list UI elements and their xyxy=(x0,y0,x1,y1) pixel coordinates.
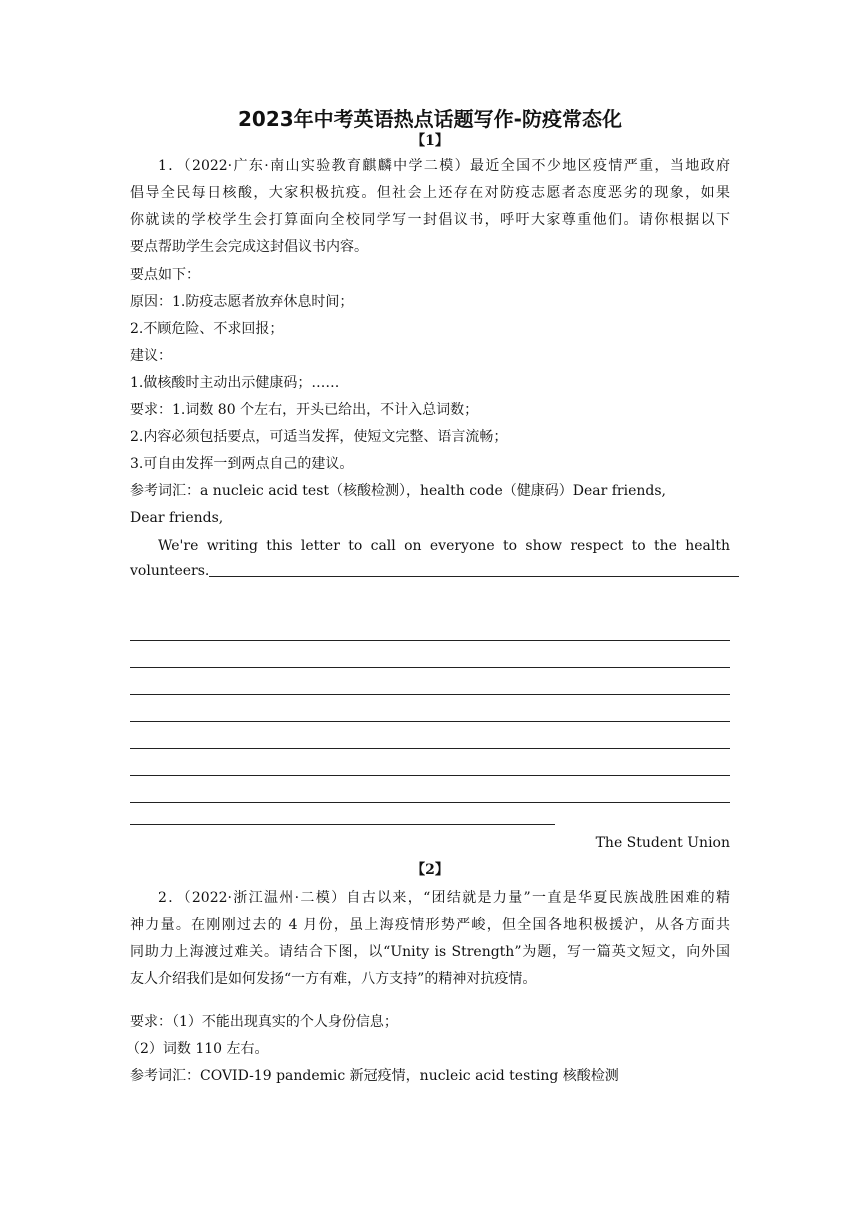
requirement-2-2: （2）词数 110 左右。 xyxy=(126,1041,269,1057)
answer-line[interactable] xyxy=(130,667,730,668)
requirement-1: 要求：1.词数 80 个左右，开头已给出，不计入总词数； xyxy=(130,402,479,418)
points-header: 要点如下： xyxy=(130,267,200,283)
reason-1: 原因：1.防疫志愿者放弃休息时间； xyxy=(130,294,354,310)
section-1-marker: 【1】 xyxy=(411,133,449,149)
document-title: 2023年中考英语热点话题写作-防疫常态化 xyxy=(238,107,622,131)
answer-blank-first[interactable] xyxy=(209,562,739,577)
suggestion-1: 1.做核酸时主动出示健康码；…… xyxy=(130,375,340,391)
letter-greeting: Dear friends, xyxy=(130,510,224,526)
answer-line[interactable] xyxy=(130,775,730,776)
vocabulary-1: 参考词汇：a nucleic acid test（核酸检测），health code（健康码）Dear friends, xyxy=(130,483,666,499)
requirement-2: 2.内容必须包括要点，可适当发挥，使短文完整、语言流畅； xyxy=(130,429,508,445)
letter-opening-continuation xyxy=(130,562,730,580)
answer-line[interactable] xyxy=(130,748,730,749)
prompt-1-line-1: 1．（2022·广东·南山实验教育麒麟中学二模）最近全国不少地区疫情严重，当地政府 xyxy=(158,158,730,174)
reason-2: 2.不顾危险、不求回报； xyxy=(130,321,284,337)
vocabulary-2: 参考词汇：COVID-19 pandemic 新冠疫情，nucleic acid testing 核酸检测 xyxy=(130,1068,619,1084)
suggestion-header: 建议： xyxy=(130,348,172,364)
answer-line[interactable] xyxy=(130,721,730,722)
section-2-marker: 【2】 xyxy=(411,862,449,878)
prompt-2-line-2: 神力量。在刚刚过去的 4 月份，虽上海疫情形势严峻，但全国各地积极援沪，从各方面共 xyxy=(130,917,730,933)
opening-continuation-text: volunteers. xyxy=(130,563,210,579)
requirement-2-1: 要求：（1）不能出现真实的个人身份信息； xyxy=(130,1014,398,1030)
letter-opening-line: We're writing this letter to call on everyone to show respect to the health xyxy=(158,538,730,554)
requirement-3: 3.可自由发挥一到两点自己的建议。 xyxy=(130,456,354,472)
prompt-2-line-3: 同助力上海渡过难关。请结合下图，以“Unity is Strength”为题，写一篇英文短文，向外国 xyxy=(130,944,730,960)
prompt-2-line-1: 2．（2022·浙江温州·二模）自古以来，“团结就是力量”一直是华夏民族战胜困难的精 xyxy=(158,890,730,906)
prompt-1-line-2: 倡导全民每日核酸，大家积极抗疫。但社会上还存在对防疫志愿者态度恶劣的现象，如果 xyxy=(130,185,730,201)
answer-line[interactable] xyxy=(130,640,730,641)
prompt-1-line-3: 你就读的学校学生会打算面向全校同学写一封倡议书，呼吁大家尊重他们。请你根据以下 xyxy=(130,212,730,228)
prompt-2-line-4: 友人介绍我们是如何发扬“一方有难，八方支持”的精神对抗疫情。 xyxy=(130,971,537,987)
answer-line[interactable] xyxy=(130,694,730,695)
answer-line-last[interactable] xyxy=(130,824,555,825)
prompt-1-line-4: 要点帮助学生会完成这封倡议书内容。 xyxy=(130,239,368,255)
letter-signature: The Student Union xyxy=(595,835,730,851)
answer-line[interactable] xyxy=(130,802,730,803)
